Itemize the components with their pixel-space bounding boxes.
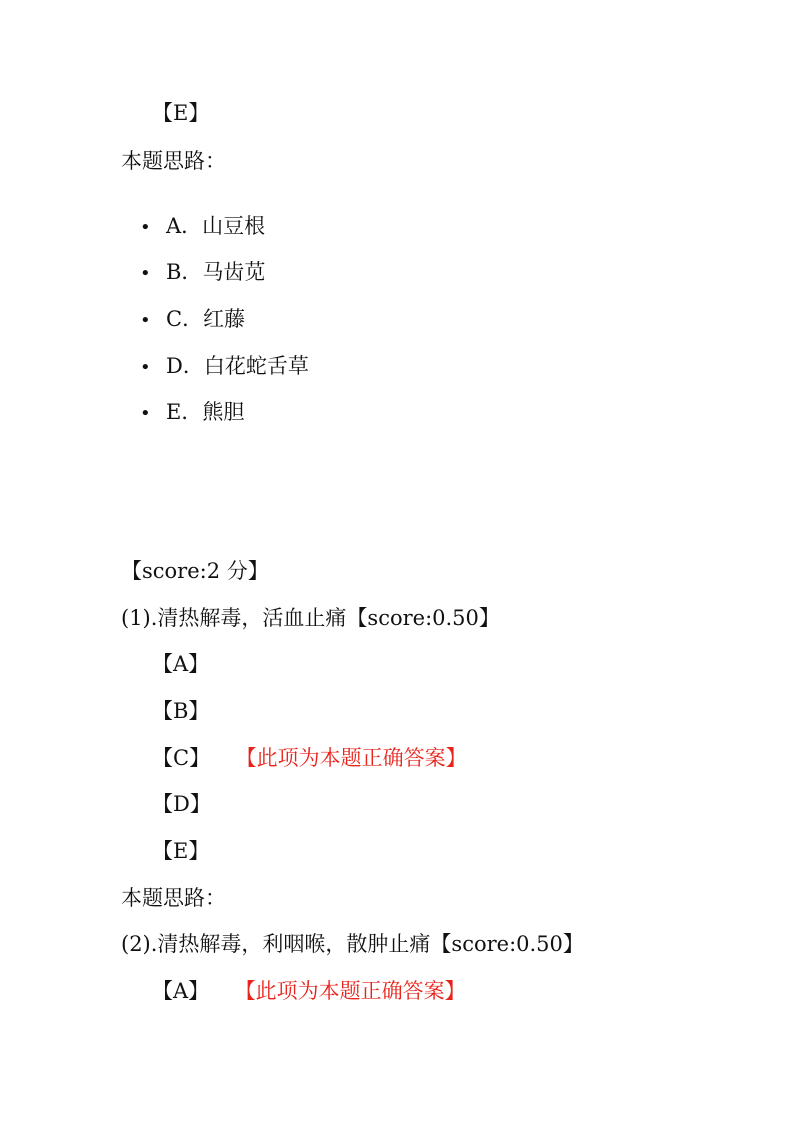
bullet-icon: • bbox=[140, 263, 151, 284]
choice-text: 红藤 bbox=[203, 307, 246, 331]
bullet-icon: • bbox=[140, 357, 151, 378]
choice-letter: D． bbox=[166, 354, 204, 378]
choice-text: 山豆根 bbox=[202, 214, 266, 238]
question-1-option-b: 【B】 bbox=[152, 699, 210, 723]
question-1-option-e: 【E】 bbox=[152, 839, 210, 863]
choice-letter: C． bbox=[166, 307, 204, 331]
choice-letter: E． bbox=[166, 400, 203, 424]
list-item bbox=[140, 305, 245, 333]
list-item bbox=[140, 352, 309, 380]
choice-letter: A． bbox=[166, 214, 203, 238]
question-1-stem: (1).清热解毒，活血止痛【score:0.50】 bbox=[121, 606, 500, 630]
list-item bbox=[140, 258, 265, 286]
score-header: 【score:2 分】 bbox=[121, 559, 269, 583]
list-item bbox=[140, 212, 265, 240]
choice-text: 熊胆 bbox=[202, 400, 245, 424]
thinking-label: 本题思路： bbox=[121, 149, 226, 173]
bullet-icon: • bbox=[140, 403, 151, 424]
choice-text: 马齿苋 bbox=[202, 260, 266, 284]
question-2-stem: (2).清热解毒，利咽喉，散肿止痛【score:0.50】 bbox=[121, 932, 584, 956]
option-label: 【C】 bbox=[152, 746, 211, 770]
question-1-option-a: 【A】 bbox=[152, 652, 210, 676]
choice-letter: B． bbox=[166, 260, 203, 284]
question-1-thinking-label: 本题思路： bbox=[121, 886, 226, 910]
option-label: 【A】 bbox=[152, 979, 210, 1003]
question-1-option-d: 【D】 bbox=[152, 792, 211, 816]
correct-answer-note: 【此项为本题正确答案】 bbox=[245, 979, 466, 1003]
bullet-icon: • bbox=[140, 217, 151, 238]
bullet-icon: • bbox=[140, 310, 151, 331]
question-2-option-a bbox=[152, 977, 466, 1005]
option-e: 【E】 bbox=[152, 101, 210, 125]
correct-answer-note: 【此项为本题正确答案】 bbox=[246, 746, 467, 770]
question-1-option-c bbox=[152, 744, 467, 772]
choice-text: 白花蛇舌草 bbox=[203, 354, 309, 378]
list-item bbox=[140, 398, 244, 426]
